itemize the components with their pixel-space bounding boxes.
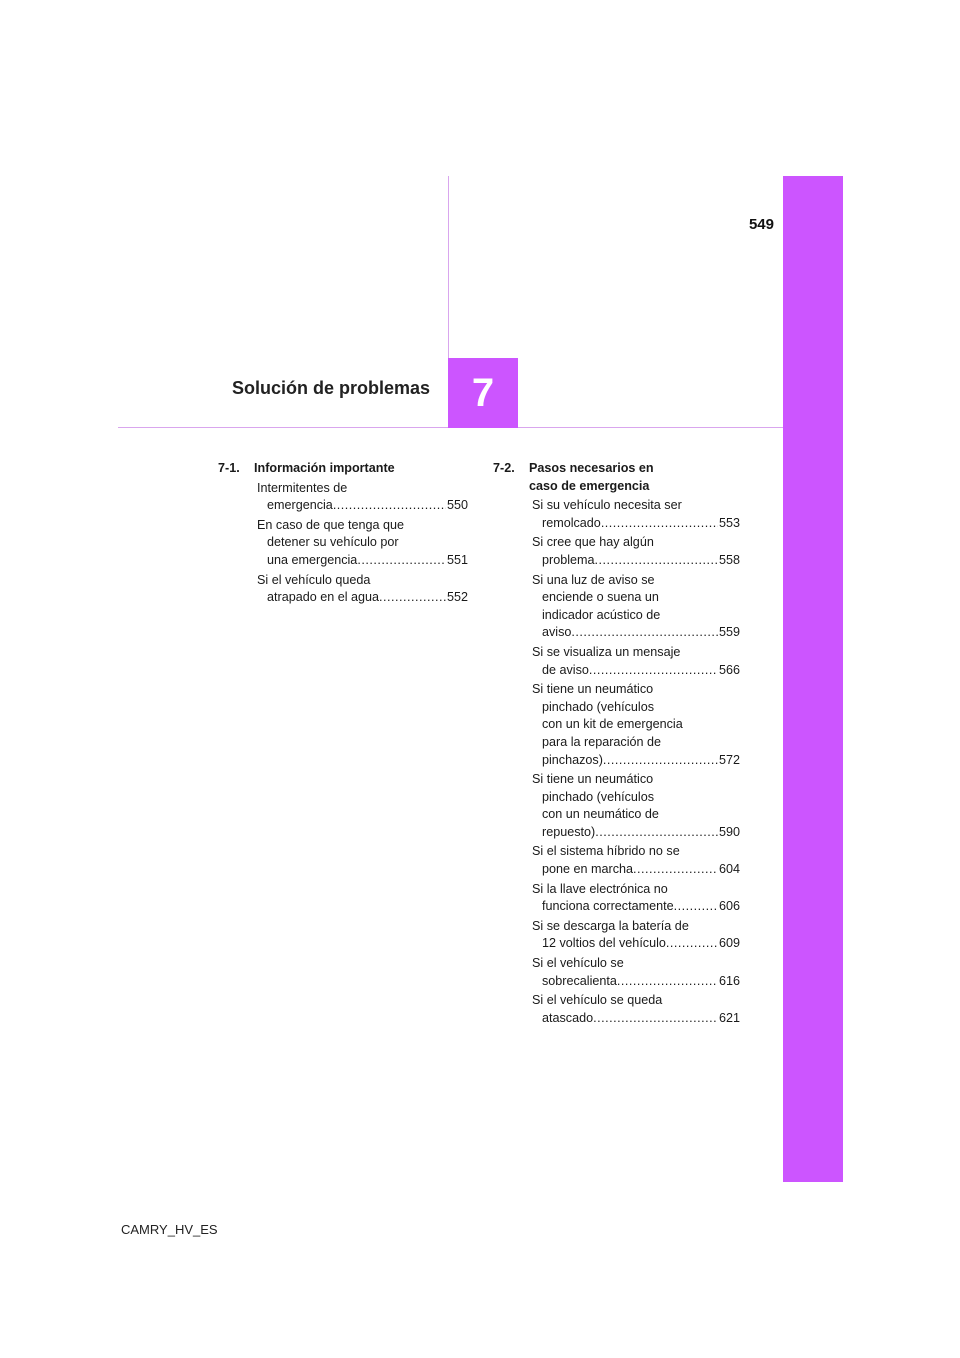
toc-entry-last-text: emergencia xyxy=(267,498,333,513)
toc-entry-last-text: de aviso xyxy=(542,662,589,677)
toc-entry-leader-line xyxy=(532,752,740,770)
header-vertical-rule xyxy=(448,176,449,358)
toc-entry-last-text: remolcado xyxy=(542,515,601,530)
toc-entry-line: Si el vehículo queda xyxy=(257,572,371,587)
toc-entry-last-text: pone en marcha xyxy=(542,862,634,877)
toc-entry-last-text: 12 voltios del vehículo xyxy=(542,936,666,951)
toc-entry-line: Si el vehículo se queda xyxy=(532,993,663,1008)
toc-entry-last-text: problema xyxy=(542,552,595,567)
dot-leader xyxy=(595,552,718,570)
toc-entry-last-text: atascado xyxy=(542,1010,594,1025)
toc-entry[interactable] xyxy=(257,480,468,515)
toc-entry-leader-line xyxy=(532,662,740,680)
toc-entry-leader-line xyxy=(532,898,740,916)
toc-entry-last-text: una emergencia xyxy=(267,552,358,567)
toc-column-1 xyxy=(218,460,468,609)
dot-leader xyxy=(666,935,718,953)
toc-entry-page: 552 xyxy=(446,590,468,605)
dot-leader xyxy=(357,552,446,570)
toc-entry[interactable] xyxy=(532,497,740,532)
toc-entry[interactable] xyxy=(532,843,740,878)
toc-entry-last-text: repuesto) xyxy=(542,824,596,839)
chapter-number-box xyxy=(448,358,518,428)
toc-entry-line: Si tiene un neumático xyxy=(532,772,654,787)
section-title: Información importante xyxy=(254,461,395,475)
toc-entry-page: 609 xyxy=(718,936,740,951)
toc-entry-line: Si la llave electrónica no xyxy=(532,881,668,896)
dot-leader xyxy=(571,624,718,642)
chapter-side-tab xyxy=(783,176,843,1182)
toc-entry-last-text: aviso xyxy=(542,625,572,640)
toc-entry[interactable] xyxy=(532,534,740,569)
toc-entry-last-text: sobrecalienta xyxy=(542,973,617,988)
toc-entry[interactable] xyxy=(257,572,468,607)
dot-leader xyxy=(617,973,718,991)
toc-entry-page: 606 xyxy=(718,899,740,914)
toc-entry[interactable] xyxy=(532,644,740,679)
toc-entry-line: Si el vehículo se xyxy=(532,956,624,971)
toc-entry-leader-line xyxy=(532,861,740,879)
toc-entry-last-text: pinchazos) xyxy=(542,752,603,767)
toc-entry-page: 616 xyxy=(718,973,740,988)
toc-entry-leader-line xyxy=(257,552,468,570)
section-number: 7-2. xyxy=(493,461,515,475)
toc-entry-last-text: atrapado en el agua xyxy=(267,590,380,605)
toc-entry-page: 566 xyxy=(718,662,740,677)
toc-entry-page: 550 xyxy=(446,498,468,513)
toc-entry-leader-line xyxy=(257,589,468,607)
toc-entry-line: pinchado (vehículos xyxy=(542,699,655,714)
toc-entry-line: Si su vehículo necesita ser xyxy=(532,498,682,513)
toc-entry-line: con un neumático de xyxy=(542,807,659,822)
toc-entry-line: Si el sistema híbrido no se xyxy=(532,844,680,859)
toc-entry-page: 604 xyxy=(718,862,740,877)
chapter-title: Solución de problemas xyxy=(231,378,430,398)
toc-entry-line: enciende o suena un xyxy=(542,590,659,605)
section-title-line: Pasos necesarios en xyxy=(529,461,654,475)
section-title xyxy=(529,460,740,495)
dot-leader xyxy=(589,662,718,680)
toc-entry-line: pinchado (vehículos xyxy=(542,789,655,804)
toc-entry-leader-line xyxy=(532,515,740,533)
toc-entry-page: 590 xyxy=(718,824,740,839)
toc-entry-leader-line xyxy=(532,1010,740,1028)
toc-entry-page: 559 xyxy=(718,625,740,640)
toc-entry-leader-line xyxy=(532,624,740,642)
toc-entry-leader-line xyxy=(257,497,468,515)
toc-entry-line: detener su vehículo por xyxy=(267,535,399,550)
toc-entry-line: Si cree que hay algún xyxy=(532,535,654,550)
toc-entry[interactable] xyxy=(532,955,740,990)
toc-entry[interactable] xyxy=(532,572,740,642)
toc-entry-line: Si se descarga la batería de xyxy=(532,918,689,933)
toc-entry[interactable] xyxy=(532,881,740,916)
chapter-number: 7 xyxy=(471,370,495,415)
toc-entry-line: con un kit de emergencia xyxy=(542,717,683,732)
toc-entry-page: 558 xyxy=(718,552,740,567)
toc-entry-line: En caso de que tenga que xyxy=(257,517,405,532)
toc-entry-leader-line xyxy=(532,552,740,570)
toc-entry-page: 572 xyxy=(718,752,740,767)
toc-entry-last-text: funciona correctamente xyxy=(542,899,674,914)
toc-entry[interactable] xyxy=(532,681,740,769)
dot-leader xyxy=(633,861,718,879)
footer-model-code: CAMRY_HV_ES xyxy=(121,1222,218,1237)
toc-entry[interactable] xyxy=(532,992,740,1027)
toc-entry-line: Si se visualiza un mensaje xyxy=(532,644,681,659)
toc-entry[interactable] xyxy=(257,517,468,570)
dot-leader xyxy=(379,589,446,607)
section-number: 7-1. xyxy=(218,461,240,475)
toc-entry-leader-line xyxy=(532,935,740,953)
dot-leader xyxy=(603,752,718,770)
toc-entry-line: Si tiene un neumático xyxy=(532,682,654,697)
toc-entry-page: 551 xyxy=(446,552,468,567)
section-title-line: caso de emergencia xyxy=(529,478,650,493)
toc-entry-leader-line xyxy=(532,824,740,842)
dot-leader xyxy=(595,824,718,842)
toc-entry[interactable] xyxy=(532,918,740,953)
dot-leader xyxy=(674,898,718,916)
toc-entry-line: Si una luz de aviso se xyxy=(532,572,655,587)
toc-entry-page: 553 xyxy=(718,515,740,530)
toc-entry-line: Intermitentes de xyxy=(257,480,348,495)
toc-entry-leader-line xyxy=(532,973,740,991)
dot-leader xyxy=(601,515,718,533)
toc-entry-page: 621 xyxy=(718,1010,740,1025)
toc-column-2 xyxy=(493,460,740,1029)
toc-entry-line: para la reparación de xyxy=(542,734,662,749)
toc-entry[interactable] xyxy=(532,771,740,841)
toc-section-heading[interactable] xyxy=(493,460,740,495)
toc-entry-line: indicador acústico de xyxy=(542,607,661,622)
dot-leader xyxy=(333,497,446,515)
toc-section-heading[interactable] xyxy=(218,460,468,478)
page-number: 549 xyxy=(748,216,774,233)
dot-leader xyxy=(593,1010,718,1028)
